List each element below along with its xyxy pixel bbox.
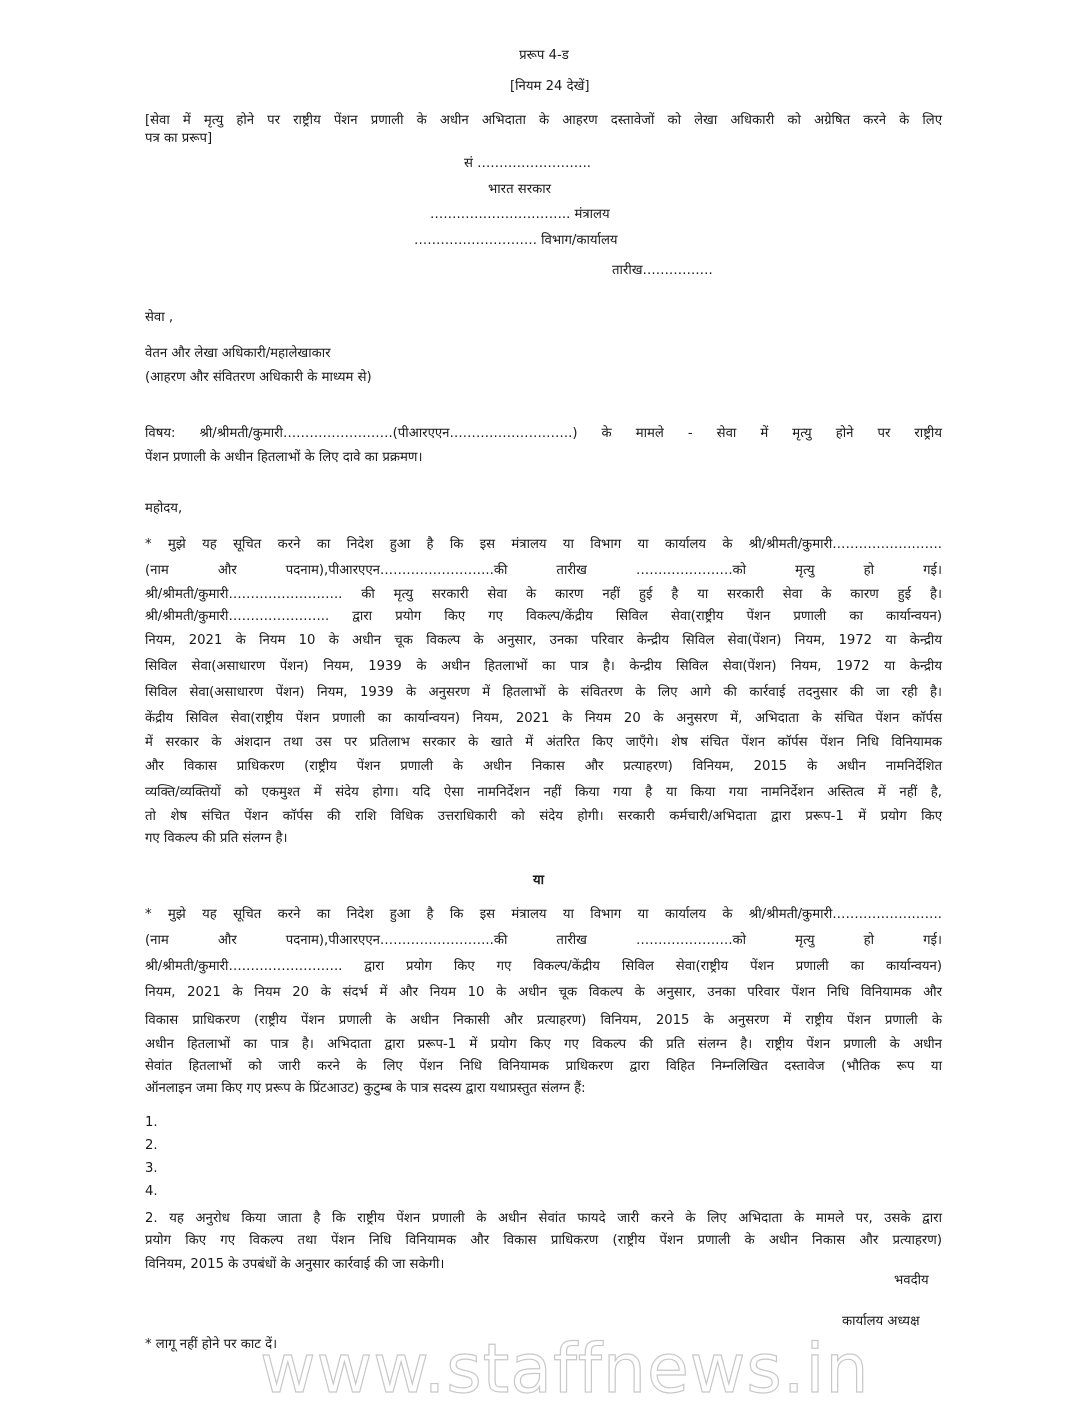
option2-line: सेवांत हितलाभों को जारी करने के लिए पेंशन निधि विनियामक प्राधिकरण द्वारा विहित निम्नलिखित दस्तावेज (भौतिक रूप या [145, 1059, 942, 1074]
addressee-to: सेवा , [145, 310, 174, 325]
option1-paragraph [145, 536, 942, 848]
rule-reference: [नियम 24 देखें] [510, 79, 590, 94]
option1-line: और विकास प्राधिकरण (राष्ट्रीय पेंशन प्रणाली के अधीन निकास और प्रत्याहरण) विनियम, 2015 के अधीन नामनिर्देशित [145, 759, 942, 774]
option1-line: सिविल सेवा(असाधारण पेंशन) नियम, 1939 के अनुसरण में हितलाभों के संवितरण के लिए आगे की कार्रवाई तदनुसार की जा रही है। [145, 685, 942, 700]
department-line: ………………………. विभाग/कार्यालय [414, 233, 618, 248]
salutation: महोदय, [145, 501, 183, 516]
footnote: * लागू नहीं होने पर काट दें। [145, 1337, 278, 1352]
list-item: 2. [145, 1138, 158, 1153]
option2-line: * मुझे यह सूचित करने का निदेश हुआ है कि इस मंत्रालय या विभाग या कार्यालय के श्री/श्रीमती/कुमारी……………………. [145, 907, 942, 922]
option2-paragraph [145, 906, 942, 1098]
option1-line: * मुझे यह सूचित करने का निदेश हुआ है कि इस मंत्रालय या विभाग या कार्यालय के श्री/श्रीमती/कुमारी……………………. [145, 537, 942, 552]
list-item: 3. [145, 1161, 158, 1176]
option1-line: सिविल सेवा(असाधारण पेंशन) नियम, 1939 के अधीन हितलाभों का पात्र है। केन्द्रीय सिविल सेवा(पेंशन) नियम, 1972 या केन्द्रीय [145, 659, 942, 674]
addressee-line2: (आहरण और संवितरण अधिकारी के माध्यम से) [145, 370, 372, 385]
option1-line: में सरकार के अंशदान तथा उस पर प्रतिलाभ सरकार के खाते में अंतरित किए जाएँगे। शेष संचित पेंशन कॉर्पस पेंशन निधि विनियामक [145, 735, 942, 750]
watermark: www.staffnews.in [260, 1330, 870, 1409]
option2-line: नियम, 2021 के नियम 20 के संदर्भ में और नियम 10 के अधीन चूक विकल्प के अनुसार, उनका परिवार पेंशन निधि विनियामक और [145, 985, 942, 1000]
list-item: 1. [145, 1115, 158, 1130]
option1-line: श्री/श्रीमती/कुमारी………………….. द्वारा प्रयोग किए गए विकल्प/केंद्रीय सिविल सेवा(राष्ट्रीय पेंशन प्रणाली का कार्यान्वयन) [145, 609, 942, 624]
date-line: तारीख……………. [612, 263, 713, 278]
option1-line: केंद्रीय सिविल सेवा(राष्ट्रीय पेंशन प्रणाली का कार्यान्वयन) नियम, 2021 के नियम 20 के अनुसरण में, अभिदाता के संचित पेंशन कॉर्पस [145, 711, 942, 726]
closing-signatory: कार्यालय अध्यक्ष [842, 1314, 920, 1329]
form-caption-line1: [सेवा में मृत्यु होने पर राष्ट्रीय पेंशन प्रणाली के अधीन अभिदाता के आहरण दस्तावेजों को लेखा अधिकारी को अग्रेषित करने के लिए [145, 113, 942, 128]
option2-line: ऑनलाइन जमा किए गए प्ररूप के प्रिंटआउट) कुटुम्ब के पात्र सदस्य द्वारा यथाप्रस्तुत संलग्न हैं: [145, 1081, 586, 1096]
request-line: विनियम, 2015 के उपबंधों के अनुसार कार्रवाई की जा सकेगी। [145, 1257, 445, 1272]
letter-number: सं …………………….. [464, 156, 591, 171]
option1-line: (नाम और पदनाम),पीआरएएन……………………..की तारीख ………………….को मृत्यु हो गई। [145, 563, 942, 578]
option2-line: विकास प्राधिकरण (राष्ट्रीय पेंशन प्रणाली के अधीन निकासी और प्रत्याहरण) विनियम, 2015 के अनुसरण में राष्ट्रीय पेंशन प्रणाली के [145, 1013, 942, 1028]
option1-line: नियम, 2021 के नियम 10 के अधीन चूक विकल्प के अनुसार, उनका परिवार केन्द्रीय सिविल सेवा(पेंशन) नियम, 1972 या केन्द्रीय [145, 633, 942, 648]
request-line: 2. यह अनुरोध किया जाता है कि राष्ट्रीय पेंशन प्रणाली के अधीन सेवांत फायदे जारी करने के लिए अभिदाता के मामले पर, उसके द्वारा [145, 1211, 942, 1226]
ministry-line: ………………………….. मंत्रालय [430, 207, 610, 222]
option2-line: (नाम और पदनाम),पीआरएएन……………………..की तारीख ………………….को मृत्यु हो गई। [145, 933, 942, 948]
or-separator: या [533, 873, 545, 888]
option1-line: तो शेष संचित पेंशन कॉर्पस की राशि विधिक उत्तराधिकारी को संदेय होगी। सरकारी कर्मचारी/अभिदाता द्वारा प्ररूप-1 में प्रयोग किए [145, 809, 942, 824]
closing-yours: भवदीय [894, 1273, 929, 1288]
subject-line1: विषय: श्री/श्रीमती/कुमारी…………………….(पीआरएएन……………………….) के मामले - सेवा में मृत्यु होने पर राष्ट्रीय [145, 426, 942, 441]
form-caption-line2: पत्र का प्ररूप] [145, 131, 213, 146]
option1-line: श्री/श्रीमती/कुमारी…………………….. की मृत्यु सरकारी सेवा के कारण नहीं हुई है या सरकारी सेवा के कारण हुई है। [145, 587, 942, 602]
government-name: भारत सरकार [488, 182, 552, 197]
option1-line: व्यक्ति/व्यक्तियों को एकमुश्त में संदेय होगा। यदि ऐसा नामनिर्देशन नहीं किया गया है या किया गया नामनिर्देशन अस्तित्व में नहीं है, [145, 785, 942, 800]
subject-line2: पेंशन प्रणाली के अधीन हितलाभों के लिए दावे का प्रक्रमण। [145, 450, 423, 465]
option2-line: अधीन हितलाभों का पात्र है। अभिदाता द्वारा प्ररूप-1 में प्रयोग किए गए विकल्प की प्रति संलग्न है। राष्ट्रीय पेंशन प्रणाली के अधीन [145, 1037, 942, 1052]
option1-line: गए विकल्प की प्रति संलग्न है। [145, 831, 288, 846]
addressee-line1: वेतन और लेखा अधिकारी/महालेखाकार [145, 346, 331, 361]
form-number: प्ररूप 4-ड [519, 48, 569, 63]
list-item: 4. [145, 1184, 158, 1199]
request-line: प्रयोग किए गए विकल्प तथा पेंशन निधि विनियामक और विकास प्राधिकरण (राष्ट्रीय पेंशन प्रणाली के अधीन निकास और प्रत्याहरण) [145, 1233, 942, 1248]
option2-line: श्री/श्रीमती/कुमारी…………………….. द्वारा प्रयोग किए गए विकल्प/केंद्रीय सिविल सेवा(राष्ट्रीय पेंशन प्रणाली का कार्यान्वयन) [145, 959, 942, 974]
request-paragraph [145, 1210, 942, 1274]
